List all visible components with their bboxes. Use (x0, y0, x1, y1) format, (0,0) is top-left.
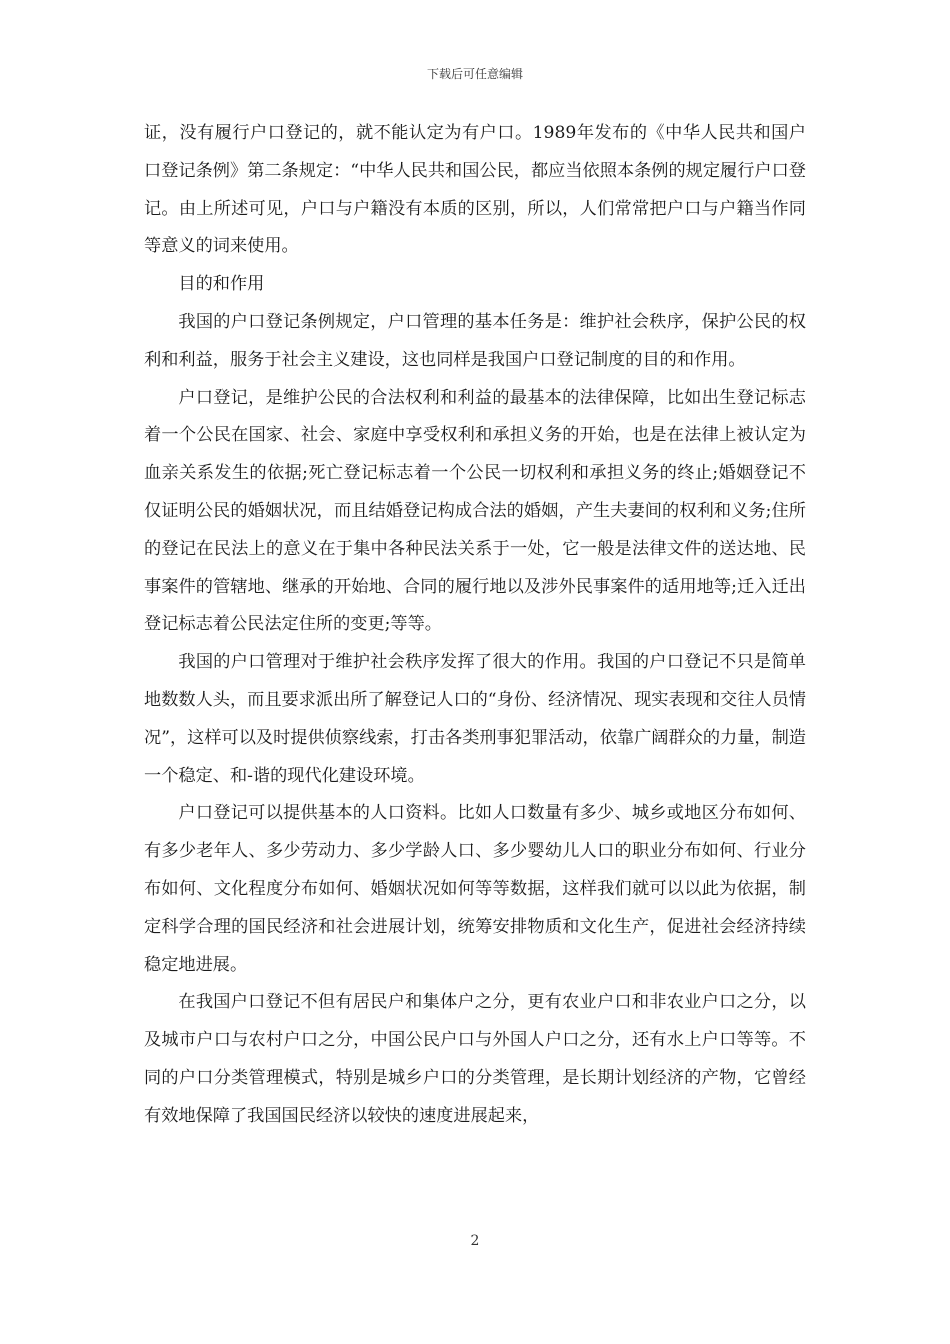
paragraph: 我国的户口管理对于维护社会秩序发挥了很大的作用。我国的户口登记不只是简单地数数人头，而且要求派出所了解登记人口的“身份、经济情况、现实表现和交往人员情况”，这样可以及时提供侦察线索，打击各类刑事犯罪活动，依靠广阔群众的力量，制造一个稳定、和-谐的现代化建设环境。 (144, 652, 806, 786)
section-heading: 目的和作用 (178, 274, 265, 295)
paragraph-continuation: 证，没有履行户口登记的，就不能认定为有户口。1989年发布的《中华人民共和国户口登记条例》第二条规定：“中华人民共和国公民，都应当依照本条例的规定履行户口登记。由上所述可见，户口与户籍没有本质的区别，所以，人们常常把户口与户籍当作同等意义的词来使用。 (144, 123, 806, 257)
document-body (144, 115, 806, 1136)
paragraph: 户口登记可以提供基本的人口资料。比如人口数量有多少、城乡或地区分布如何、有多少老年人、多少劳动力、多少学龄人口、多少婴幼儿人口的职业分布如何、行业分布如何、文化程度分布如何、婚姻状况如何等等数据，这样我们就可以以此为依据，制定科学合理的国民经济和社会进展计划，统筹安排物质和文化生产，促进社会经济持续稳定地进展。 (144, 803, 806, 975)
paragraph: 我国的户口登记条例规定，户口管理的基本任务是：维护社会秩序，保护公民的权利和利益，服务于社会主义建设，这也同样是我国户口登记制度的目的和作用。 (144, 311, 806, 370)
page-header: 下载后可任意编辑 (426, 67, 523, 81)
page-number: 2 (470, 1233, 480, 1249)
paragraph: 在我国户口登记不但有居民户和集体户之分，更有农业户口和非农业户口之分，以及城市户口与农村户口之分，中国公民户口与外国人户口之分，还有水上户口等等。不同的户口分类管理模式，特别是城乡户口的分类管理，是长期计划经济的产物，它曾经有效地保障了我国国民经济以较快的速度进展起来， (144, 992, 806, 1126)
paragraph: 户口登记，是维护公民的合法权利和利益的最基本的法律保障，比如出生登记标志着一个公民在国家、社会、家庭中享受权利和承担义务的开始，也是在法律上被认定为血亲关系发生的依据;死亡登记标志着一个公民一切权利和承担义务的终止;婚姻登记不仅证明公民的婚姻状况，而且结婚登记构成合法的婚姻，产生夫妻间的权利和义务;住所的登记在民法上的意义在于集中各种民法关系于一处，它一般是法律文件的送达地、民事案件的管辖地、继承的开始地、合同的履行地以及涉外民事案件的适用地等;迁入迁出登记标志着公民法定住所的变更;等等。 (144, 387, 806, 635)
